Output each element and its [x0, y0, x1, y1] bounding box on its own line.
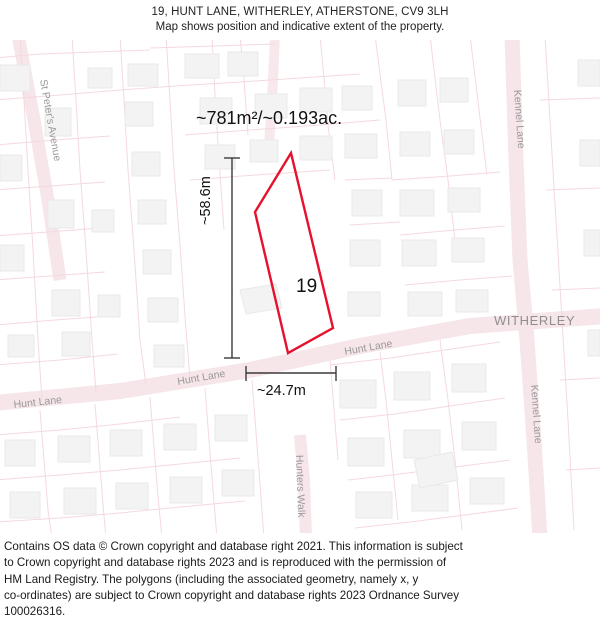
page-title: 19, HUNT LANE, WITHERLEY, ATHERSTONE, CV9 3LH: [151, 6, 449, 18]
street-label-kennel-lane-north: Kennel Lane: [511, 89, 528, 150]
map-header: [0, 0, 600, 40]
copyright-footer: [0, 533, 600, 625]
street-label-st-peters-avenue: St Peter's Avenue: [37, 78, 64, 163]
page-subtitle: Map shows position and indicative extent of the property.: [155, 21, 445, 33]
footer-line-1: Contains OS data © Crown copyright and database right 2021. This information is subject: [4, 540, 463, 553]
street-label-hunt-lane-west: Hunt Lane: [13, 393, 63, 411]
place-label-witherley: WITHERLEY: [494, 313, 576, 328]
street-label-kennel-lane-south: Kennel Lane: [528, 384, 545, 445]
street-label-hunt-lane-mid: Hunt Lane: [176, 367, 227, 388]
footer-line-5: 100026316.: [4, 605, 66, 619]
dimension-vertical-label: ~58.6m: [198, 176, 214, 225]
street-label-hunt-lane-centre: Hunt Lane: [343, 337, 394, 358]
street-label-hunters-walk: Hunters Walk: [293, 454, 308, 518]
dimension-horizontal-label: ~24.7m: [257, 383, 306, 399]
plot-area-label: ~781m²/~0.193ac.: [196, 108, 343, 128]
footer-line-3: HM Land Registry. The polygons (including the associated geometry, namely x, y: [4, 572, 419, 586]
plot-number-label: 19: [296, 276, 318, 297]
footer-line-2: to Crown copyright and database rights 2023 and is reproduced with the permission of: [4, 556, 447, 570]
map-canvas[interactable]: [0, 40, 600, 533]
footer-line-4: co-ordinates) are subject to Crown copyright and database rights 2023 Ordnance Survey: [4, 588, 459, 602]
